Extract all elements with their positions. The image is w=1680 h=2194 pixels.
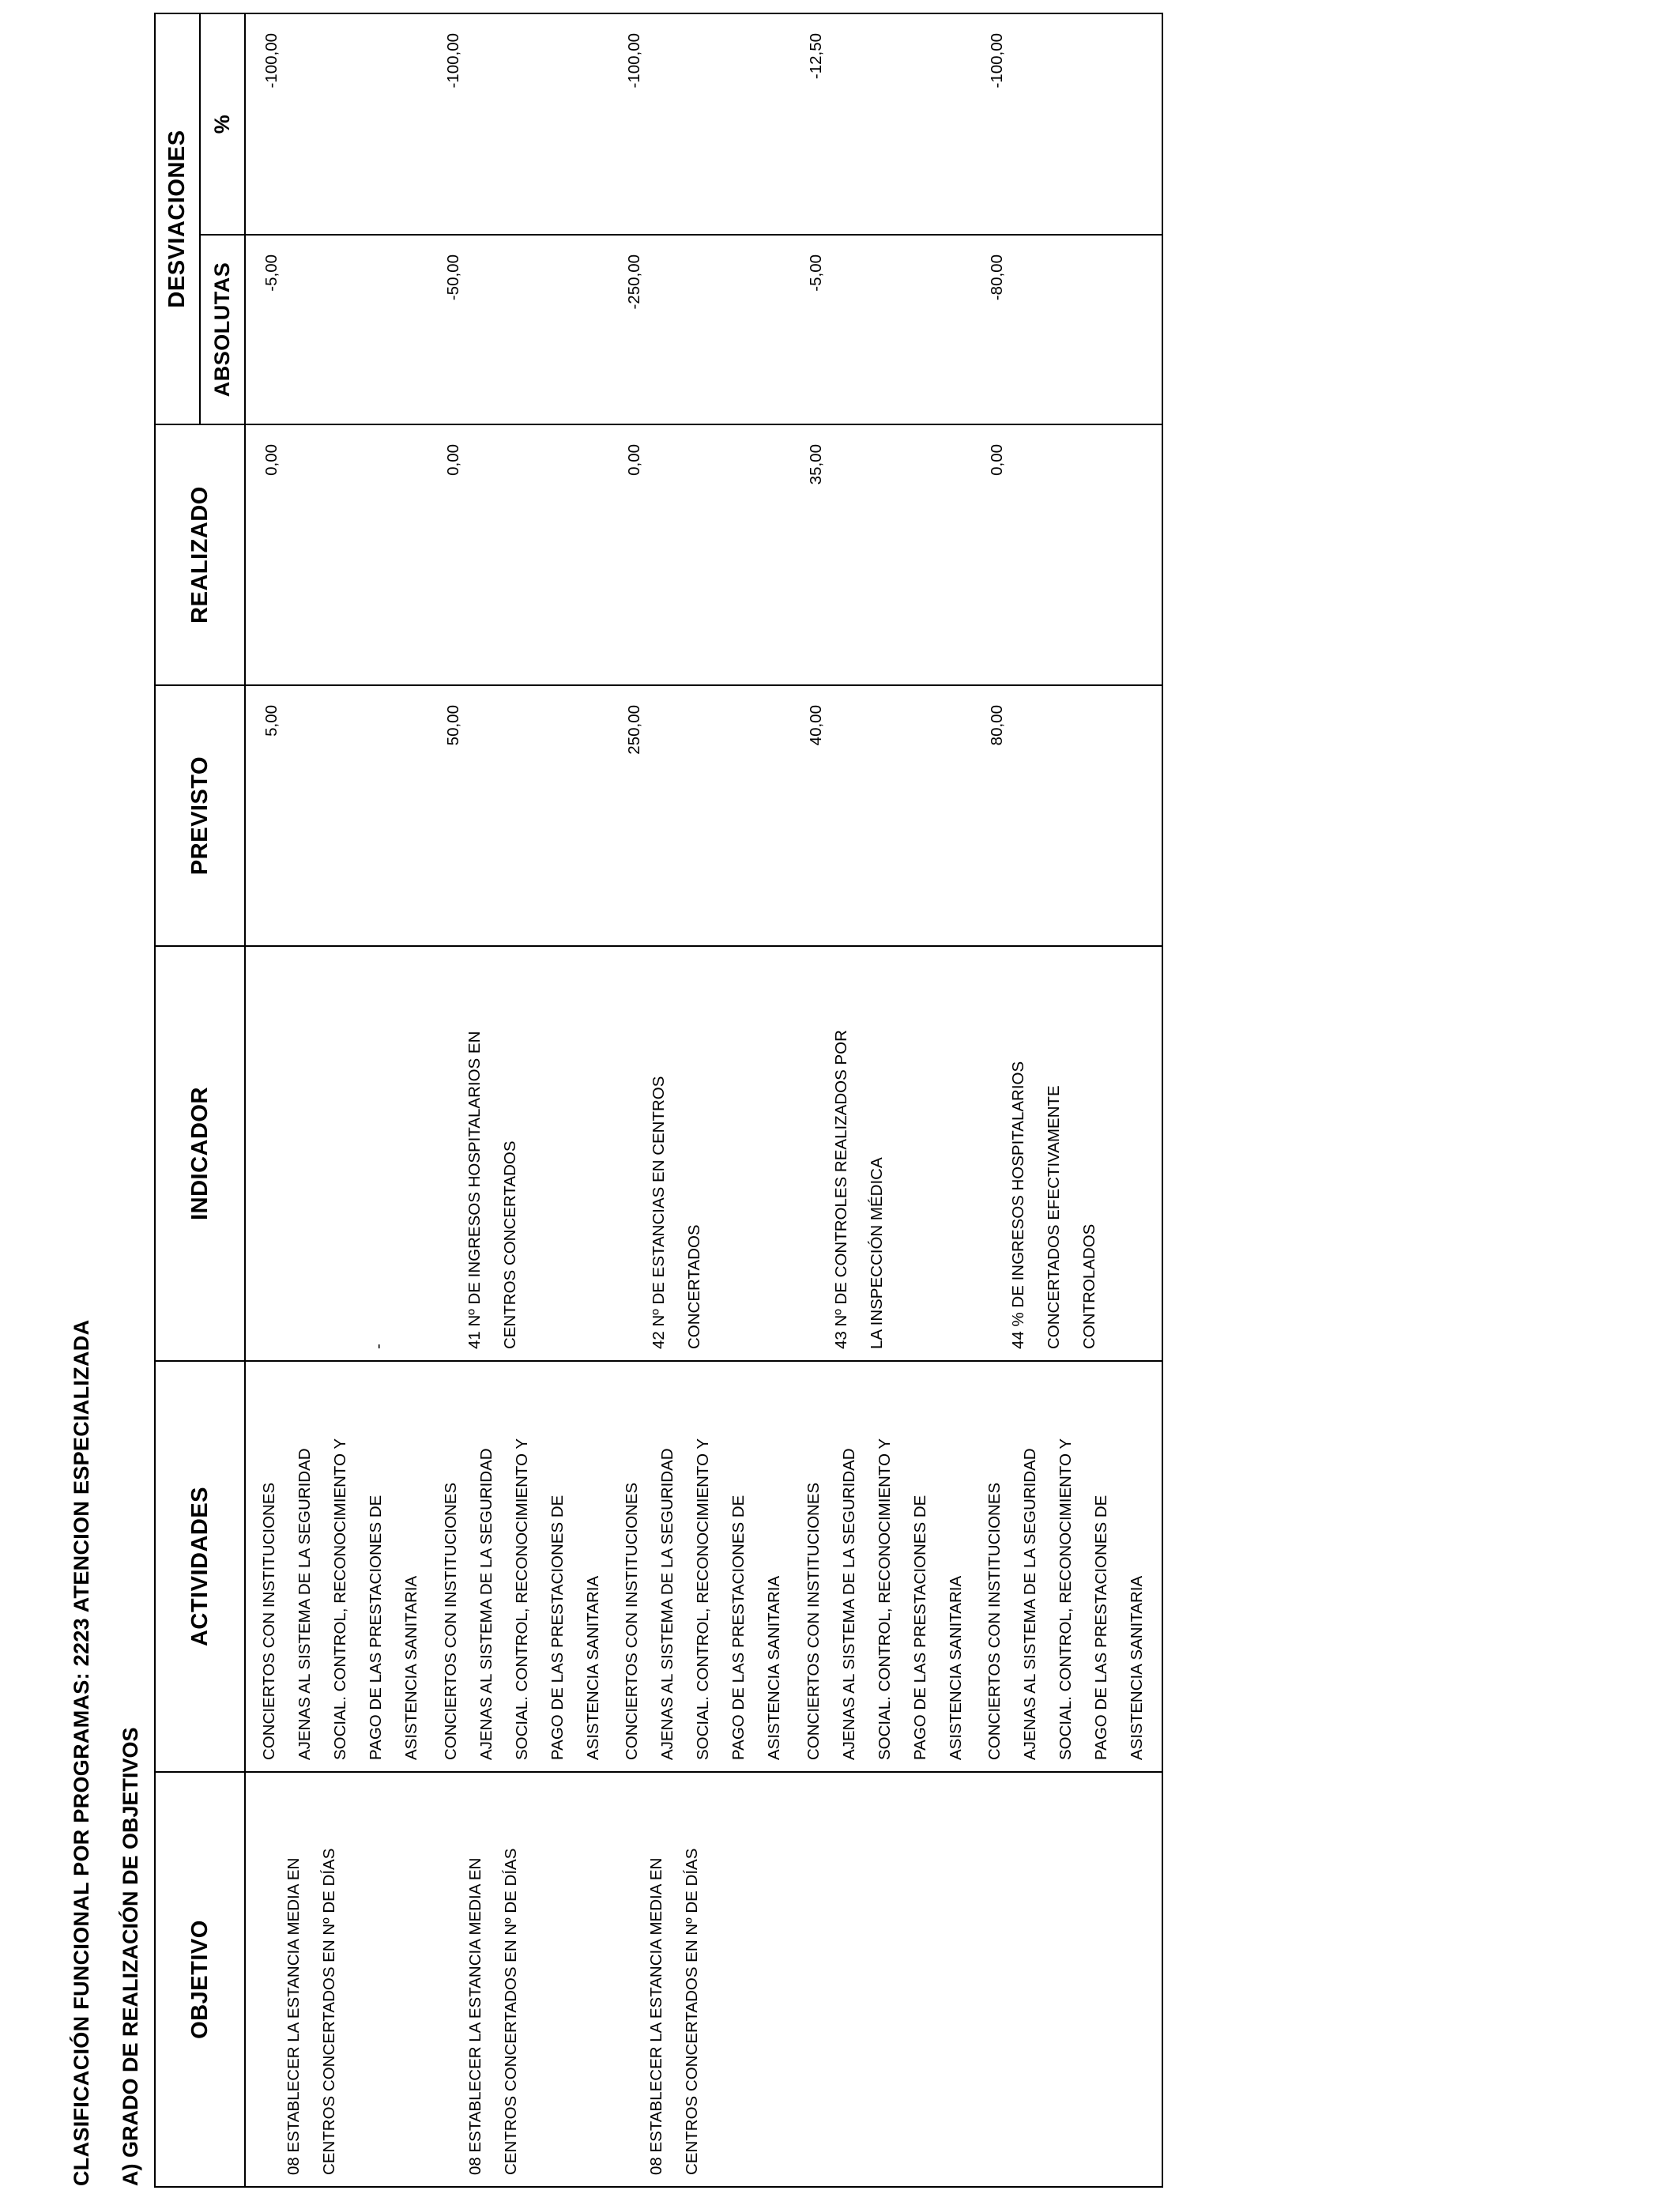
absolutas-value: -80,00 xyxy=(988,254,1006,301)
act-text-line: CONCIERTOS CON INSTITUCIONES xyxy=(623,1482,641,1760)
actividades-column xyxy=(245,1361,1162,1772)
header-actividades: ACTIVIDADES xyxy=(155,1361,245,1772)
act-text-line: AJENAS AL SISTEMA DE LA SEGURIDAD xyxy=(1021,1448,1039,1760)
header-porcentaje: % xyxy=(200,13,245,235)
porcentaje-value: -100,00 xyxy=(625,32,643,89)
act-text-line: AJENAS AL SISTEMA DE LA SEGURIDAD xyxy=(840,1448,858,1760)
obj-text-line: CENTROS CONCERTADOS EN Nº DE DÍAS xyxy=(683,1848,701,2175)
previsto-value: 80,00 xyxy=(988,705,1006,746)
act-text-line: PAGO DE LAS PRESTACIONES DE xyxy=(367,1495,385,1760)
act-text-line: PAGO DE LAS PRESTACIONES DE xyxy=(729,1495,748,1760)
header-absolutas: ABSOLUTAS xyxy=(200,235,245,424)
header-objetivo: OBJETIVO xyxy=(155,1772,245,2187)
realizado-value: 0,00 xyxy=(625,444,643,476)
realizado-value: 35,00 xyxy=(807,444,825,485)
act-text-line: SOCIAL. CONTROL, RECONOCIMIENTO Y xyxy=(876,1438,894,1760)
obj-text-line: CENTROS CONCERTADOS EN Nº DE DÍAS xyxy=(502,1848,520,2175)
absolutas-value: -50,00 xyxy=(444,254,462,301)
act-text-line: CONCIERTOS CON INSTITUCIONES xyxy=(442,1482,460,1760)
header-indicador: INDICADOR xyxy=(155,946,245,1361)
act-text-line: AJENAS AL SISTEMA DE LA SEGURIDAD xyxy=(477,1448,495,1760)
realizado-value: 0,00 xyxy=(262,444,281,476)
porcentaje-value: -100,00 xyxy=(988,32,1006,89)
realizado-value: 0,00 xyxy=(444,444,462,476)
act-text-line: ASISTENCIA SANITARIA xyxy=(584,1575,602,1760)
act-text-line: SOCIAL. CONTROL, RECONOCIMIENTO Y xyxy=(694,1438,712,1760)
ind-text-line: LA INSPECCIÓN MÉDICA xyxy=(868,1157,886,1349)
ind-text-line: 43 Nº DE CONTROLES REALIZADOS POR xyxy=(832,1030,850,1349)
document-title: CLASIFICACIÓN FUNCIONAL POR PROGRAMAS: 2223 ATENCION ESPECIALIZADA xyxy=(70,1319,93,2186)
act-text-line: ASISTENCIA SANITARIA xyxy=(1128,1575,1146,1760)
act-text-line: AJENAS AL SISTEMA DE LA SEGURIDAD xyxy=(658,1448,676,1760)
act-text-line: SOCIAL. CONTROL, RECONOCIMIENTO Y xyxy=(331,1438,349,1760)
act-text-line: CONCIERTOS CON INSTITUCIONES xyxy=(804,1482,823,1760)
objectives-table xyxy=(154,13,1163,2188)
act-text-line: SOCIAL. CONTROL, RECONOCIMIENTO Y xyxy=(1057,1438,1075,1760)
ind-text-line: CENTROS CONCERTADOS xyxy=(501,1140,519,1349)
act-text-line: SOCIAL. CONTROL, RECONOCIMIENTO Y xyxy=(513,1438,531,1760)
absolutas-value: -5,00 xyxy=(807,254,825,292)
header-realizado: REALIZADO xyxy=(155,424,245,685)
previsto-value: 50,00 xyxy=(444,705,462,746)
absolutas-value: -5,00 xyxy=(262,254,281,292)
act-text-line: ASISTENCIA SANITARIA xyxy=(765,1575,783,1760)
realizado-value: 0,00 xyxy=(988,444,1006,476)
act-text-line: PAGO DE LAS PRESTACIONES DE xyxy=(548,1495,567,1760)
obj-text-line: 08 ESTABLECER LA ESTANCIA MEDIA EN xyxy=(466,1857,484,2175)
porcentaje-value: -12,50 xyxy=(807,32,825,80)
section-subtitle: A) GRADO DE REALIZACIÓN DE OBJETIVOS xyxy=(119,1727,142,2186)
act-text-line: AJENAS AL SISTEMA DE LA SEGURIDAD xyxy=(296,1448,314,1760)
obj-text-line: 08 ESTABLECER LA ESTANCIA MEDIA EN xyxy=(284,1857,303,2175)
previsto-column xyxy=(245,685,1162,946)
header-desviaciones: DESVIACIONES xyxy=(155,13,200,424)
obj-text-line: 08 ESTABLECER LA ESTANCIA MEDIA EN xyxy=(647,1857,665,2175)
previsto-value: 250,00 xyxy=(625,705,643,755)
act-text-line: CONCIERTOS CON INSTITUCIONES xyxy=(260,1482,278,1760)
header-previsto: PREVISTO xyxy=(155,685,245,946)
ind-text-line: CONCERTADOS EFECTIVAMENTE xyxy=(1045,1085,1063,1349)
realizado-column xyxy=(245,424,1162,685)
ind-text-line: 44 % DE INGRESOS HOSPITALARIOS xyxy=(1009,1061,1027,1349)
obj-text-line: CENTROS CONCERTADOS EN Nº DE DÍAS xyxy=(320,1848,338,2175)
objetivo-column xyxy=(245,1772,1162,2187)
act-text-line: CONCIERTOS CON INSTITUCIONES xyxy=(985,1482,1004,1760)
act-text-line: PAGO DE LAS PRESTACIONES DE xyxy=(911,1495,929,1760)
ind-text-line: - xyxy=(369,1344,387,1349)
absolutas-column xyxy=(245,235,1162,424)
porcentaje-column xyxy=(245,13,1162,235)
previsto-value: 5,00 xyxy=(262,705,281,737)
porcentaje-value: -100,00 xyxy=(444,32,462,89)
porcentaje-value: -100,00 xyxy=(262,32,281,89)
previsto-value: 40,00 xyxy=(807,705,825,746)
act-text-line: ASISTENCIA SANITARIA xyxy=(402,1575,420,1760)
ind-text-line: 42 Nº DE ESTANCIAS EN CENTROS xyxy=(650,1076,668,1349)
act-text-line: PAGO DE LAS PRESTACIONES DE xyxy=(1092,1495,1110,1760)
ind-text-line: CONCERTADOS xyxy=(685,1224,703,1349)
act-text-line: ASISTENCIA SANITARIA xyxy=(947,1575,965,1760)
absolutas-value: -250,00 xyxy=(625,254,643,310)
ind-text-line: CONTROLADOS xyxy=(1080,1223,1098,1349)
indicador-column xyxy=(245,946,1162,1361)
ind-text-line: 41 Nº DE INGRESOS HOSPITALARIOS EN xyxy=(465,1031,484,1349)
